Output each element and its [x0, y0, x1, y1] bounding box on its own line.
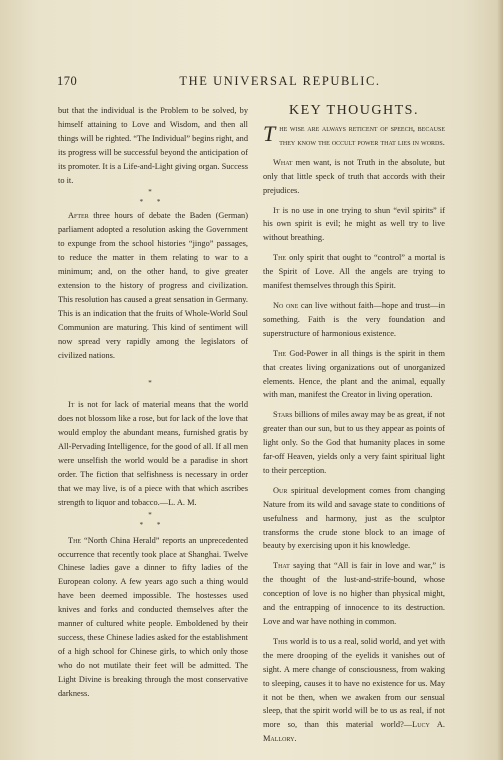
paragraph-text: only spirit that ought to “control” a mortal is the Spirit of Love. All the angels are trying to manifest themselves through this Spirit.	[263, 253, 445, 291]
paragraph-god-power	[263, 347, 445, 403]
running-title: THE UNIVERSAL REPUBLIC.	[179, 74, 381, 88]
paragraph-faith	[263, 299, 445, 341]
paragraph-china-herald	[58, 534, 248, 701]
lead-word: The	[273, 348, 287, 358]
separator-star: *	[148, 510, 158, 519]
lead-word: That	[273, 561, 290, 571]
paragraph-baden	[58, 209, 248, 362]
paragraph-real-world	[263, 635, 445, 746]
paragraph-text: God-Power in all things is the spirit in them that creates living organizations out of unorganized elements. Hence, the plant and the animal, equally with man, manifest the Creator in living operation.	[263, 348, 445, 400]
paragraph-individual: but that the individual is the Problem to be solved, by himself attaining to Love and Wisdom, and then all things will be righted. “The Individual” begins right, and its progress will be successful beyond the anticipation of its promoter. It is a Life-and-Light giving organ. Success to it.	[58, 106, 249, 185]
drop-cap: T	[263, 121, 276, 146]
author-signature: Lucy A. Mallory.	[263, 720, 445, 744]
paragraph-text: billions of miles away may be as great, if not greater than our sun, but to us they appear as points of light only. So the God that humanity places in some far-off Heaven, yields only a very faint spiritual light to their perception.	[263, 410, 445, 475]
paragraph-text: he wise are always reticent of speech, because they know the occult power that lies in words.	[279, 124, 445, 147]
paragraph-text: can live without faith—hope and trust—in something. Faith is the very foundation and superstructure of harmonious existence.	[263, 300, 446, 338]
lead-word: Stars	[273, 410, 293, 420]
lead-word: It	[273, 205, 280, 215]
paragraph-text: men want, is not Truth in the absolute, but only that little speck of truth that accords with their prejudices.	[263, 157, 445, 195]
paragraph-text: saying that “All is fair in love and war,” is the thought of the lust-and-strife-bound, whose conception of love is no higher than physical might, and the entrapping of innocence to its destruction. Love and war have nothing in common.	[263, 561, 445, 626]
paragraph-text: is not for lack of material means that the world does not blossom like a rose, but for lack of the love that would employ the abundant means, furnished gratis by All-Pervading Intelligence, for the good of all. If all men were unselfish the world would be a paradise in short order. The fiction that selfishness is necessary in order that we may live, is of a piece with that which ascribes strength to liquor and tobacco.—L. A. M.	[58, 400, 248, 507]
section-heading: KEY THOUGHTS.	[289, 103, 419, 118]
paragraph-spiritual-development	[263, 484, 445, 554]
lead-word: Our	[273, 485, 288, 495]
separator-stars: * *	[139, 198, 167, 207]
paragraph-love-and-war	[263, 559, 445, 629]
lead-word: This	[273, 636, 288, 646]
left-column	[58, 104, 248, 701]
paragraph-text: spiritual development comes from changing Nature from its wild and savage state to conditions of usefulness and harmony, just as the sculptor transforms the crude stone block to an image of beauty by exercising upon it his knowledge.	[263, 485, 445, 551]
page-number: 170	[57, 74, 78, 88]
lead-word: The	[68, 535, 82, 545]
paragraph-text: is no use in one trying to shun “evil spirits” if his own spirit is evil; he might as well try to live without breathing.	[263, 205, 445, 243]
paragraph-evil-spirits	[263, 204, 445, 246]
lead-word: What	[273, 157, 293, 167]
paragraph-stars	[263, 408, 445, 478]
paragraph-spirit-of-love	[263, 251, 445, 293]
lead-word: The	[273, 253, 287, 263]
separator-star: *	[148, 379, 158, 388]
paragraph-text: three hours of debate the Baden (German) parliament adopted a resolution asking the Government to expunge from the school histories “jingo” passages, to reduce the matter in them relating to war to a minimum; and, on the other hand, to give greater extension to the history of progress and civilization. This resolution has caused a great sensation in Germany. This is an indication that the fruits of Whole-World Soul Communion are maturing. This kind of sentiment will now spread very rapidly among the legislators of civilized nations.	[58, 211, 248, 360]
paragraph-text: “North China Herald” reports an unprecedented occurrence that recently took place at Shanghai. Twelve Chinese ladies gave a dinner to fifty ladies of the European colony. A few years ago such a thing would have been deemed impossible. The hostesses used knives and forks and conducted themselves after the manner of cultured white people. Emboldened by their success, these Chinese ladies asked for the establishment of a high school for Chinese girls, to which only those who do not mutilate their feet will be admitted. The Light Divine is breaking through the most conservative darkness.	[58, 535, 248, 698]
right-column	[263, 102, 445, 746]
paragraph-truth	[263, 156, 445, 198]
lead-word: No one	[273, 300, 299, 310]
paragraph-material-means	[58, 398, 248, 509]
lead-word: After	[68, 211, 89, 221]
separator-stars: * *	[139, 520, 167, 529]
paragraph-reticent	[263, 122, 445, 150]
lead-word: It	[68, 400, 75, 410]
separator-star: *	[148, 188, 158, 197]
paragraph-text: world is to us a real, solid world, and yet with the mere drooping of the eyelids it vanishes out of sight. A mere change of consciousness, from waking to sleeping, causes it to have no existence for us. May it not be then, when we awaken from our sensual sleep, that the spirit world will be to us as real, if not more so, than this material world?—	[263, 636, 445, 730]
